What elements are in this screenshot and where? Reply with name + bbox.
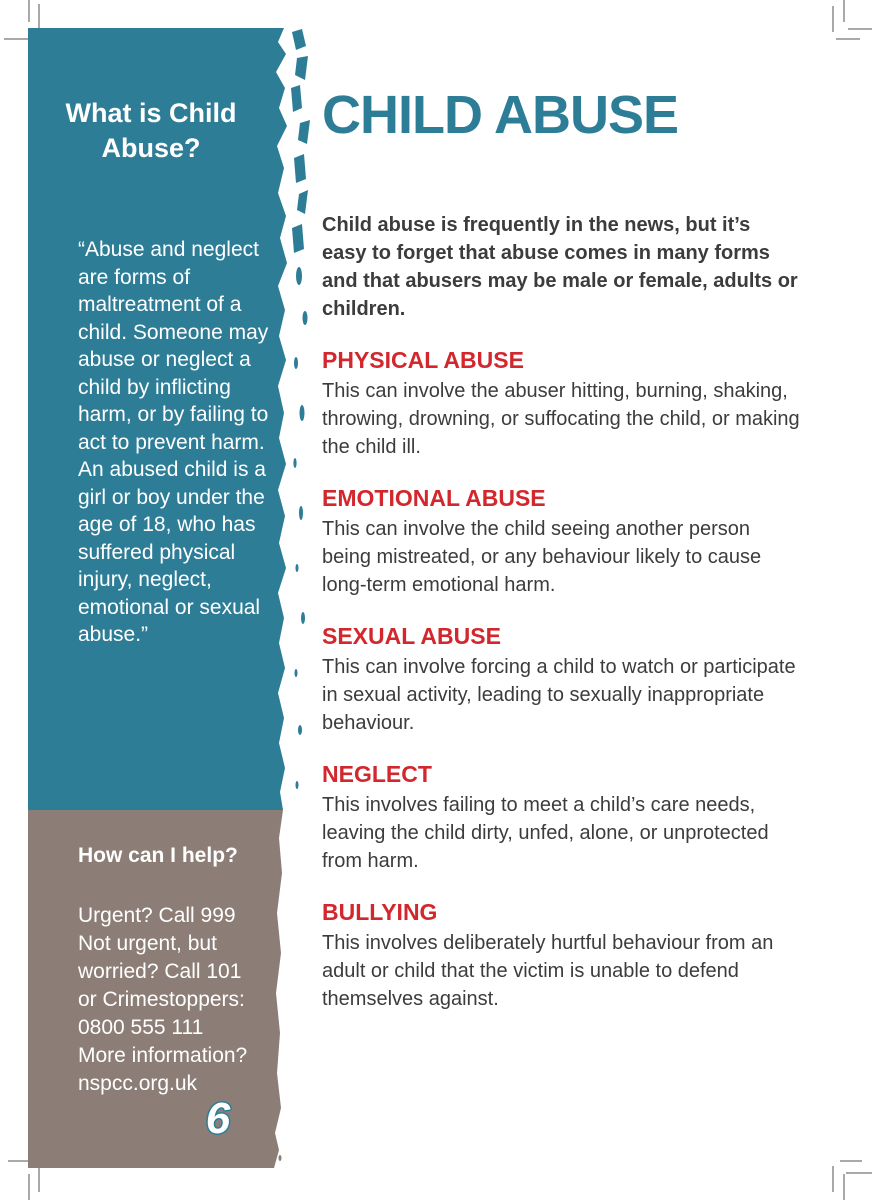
crop-mark — [38, 1168, 40, 1192]
section-neglect — [322, 759, 800, 875]
section-heading: PHYSICAL ABUSE — [322, 347, 524, 374]
crop-mark — [836, 38, 860, 40]
sidebar — [28, 28, 274, 1168]
help-line: 0800 555 111 — [78, 1016, 204, 1039]
crop-mark — [28, 0, 30, 22]
section-body: This can involve the abuser hitting, burning, shaking, throwing, drowning, or suffocating the child, or making the child ill. — [322, 380, 800, 459]
sidebar-heading: What is Child Abuse? — [65, 98, 237, 164]
section-heading: NEGLECT — [322, 761, 432, 788]
crop-mark — [28, 1174, 30, 1200]
crop-mark — [848, 28, 872, 30]
section-heading: BULLYING — [322, 899, 438, 926]
crop-mark — [832, 6, 834, 32]
crop-mark — [38, 4, 40, 30]
definition-quote: “Abuse and neglect are forms of maltreatment of a child. Someone may abuse or neglect a child by inflicting harm, or by failing to act to prevent harm. An abused child is a girl or boy under the age of 18, who has suffered physical injury, neglect, emotional or sexual abuse.” — [78, 238, 269, 646]
section-body: This can involve forcing a child to watch or participate in sexual activity, leading to sexually inappropriate behaviour. — [322, 656, 796, 735]
section-physical-abuse — [322, 345, 800, 461]
section-body: This involves deliberately hurtful behaviour from an adult or child that the victim is unable to defend themselves against. — [322, 932, 774, 1011]
crop-mark — [840, 1160, 862, 1162]
crop-mark — [832, 1166, 834, 1192]
crop-mark — [843, 1174, 845, 1200]
help-line: or Crimestoppers: — [78, 988, 245, 1011]
help-line: Urgent? Call 999 — [78, 904, 236, 927]
page-number: 6 — [205, 1094, 231, 1143]
section-sexual-abuse — [322, 621, 800, 737]
section-body: This involves failing to meet a child’s care needs, leaving the child dirty, unfed, alone, or unprotected from harm. — [322, 794, 769, 873]
section-emotional-abuse — [322, 483, 800, 599]
help-line: nspcc.org.uk — [78, 1072, 198, 1095]
torn-paper-edge-graphic — [272, 28, 320, 1168]
intro-paragraph: Child abuse is frequently in the news, but it’s easy to forget that abuse comes in many forms and that abusers may be male or female, adults or children. — [322, 214, 798, 321]
crop-mark — [843, 0, 845, 22]
section-body: This can involve the child seeing another person being mistreated, or any behaviour likely to cause long-term emotional harm. — [322, 518, 762, 597]
help-line: worried? Call 101 — [78, 960, 242, 983]
help-line: Not urgent, but — [78, 932, 217, 955]
crop-mark — [4, 38, 30, 40]
main-content — [322, 28, 800, 1013]
help-line: More information? — [78, 1044, 248, 1067]
page-title: CHILD ABUSE — [322, 85, 679, 145]
crop-mark — [846, 1172, 872, 1174]
section-heading: EMOTIONAL ABUSE — [322, 485, 546, 512]
help-heading: How can I help? — [78, 844, 238, 867]
help-box — [28, 842, 274, 1098]
section-bullying — [322, 897, 800, 1013]
section-heading: SEXUAL ABUSE — [322, 623, 501, 650]
